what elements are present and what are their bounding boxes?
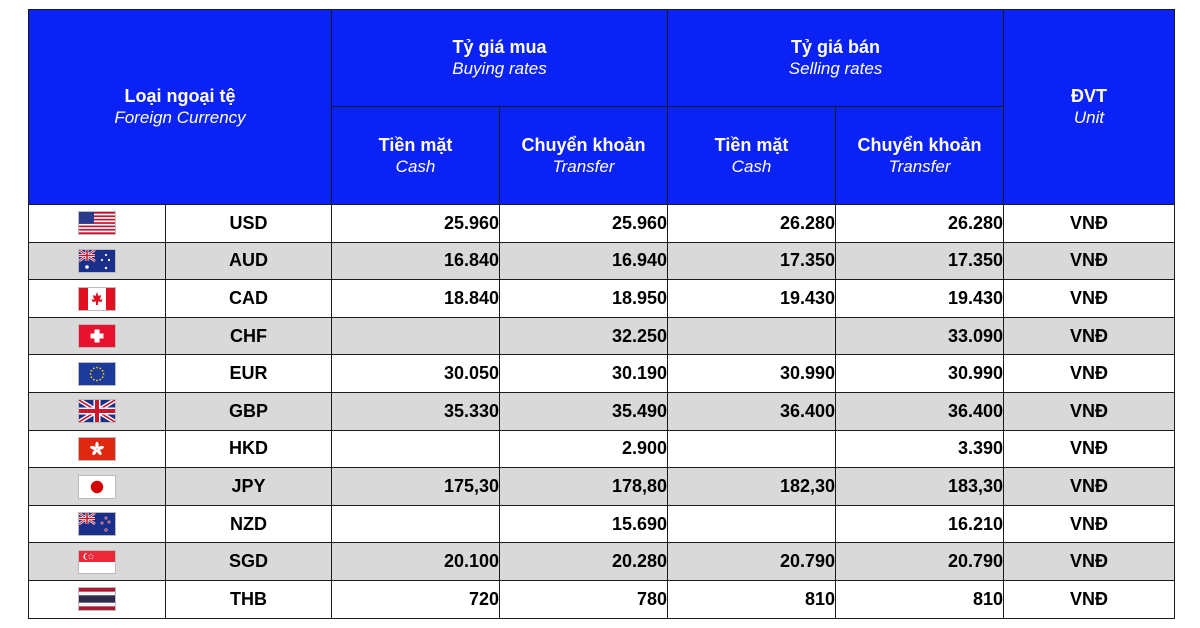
sell-cash-header-en: Cash	[731, 156, 772, 176]
buy-transfer-cell: 18.950	[500, 280, 668, 318]
buy-cash-cell	[332, 505, 500, 543]
sell-transfer-cell: 19.430	[836, 280, 1004, 318]
sell-transfer-cell: 16.210	[836, 505, 1004, 543]
sell-transfer-cell: 3.390	[836, 430, 1004, 468]
sell-cash-cell	[668, 430, 836, 468]
ch-flag-icon	[79, 325, 115, 347]
sell-cash-cell	[668, 505, 836, 543]
sell-cash-cell	[668, 317, 836, 355]
table-row	[29, 205, 1175, 243]
buy-transfer-cell: 2.900	[500, 430, 668, 468]
currency-code: CHF	[166, 317, 332, 355]
sell-cash-cell: 17.350	[668, 242, 836, 280]
table-row	[29, 242, 1175, 280]
sell-cash-cell: 810	[668, 580, 836, 618]
sell-transfer-header	[836, 107, 1004, 205]
us-flag-icon	[79, 212, 115, 234]
rate-rows	[29, 205, 1175, 619]
buying-header-en: Buying rates	[452, 59, 547, 78]
unit-cell: VNĐ	[1004, 580, 1175, 618]
hk-flag-icon	[79, 438, 115, 460]
currency-code: JPY	[166, 468, 332, 506]
unit-header-en: Unit	[1073, 108, 1105, 127]
flag-cell	[29, 392, 166, 430]
flag-cell	[29, 205, 166, 243]
sell-transfer-cell: 36.400	[836, 392, 1004, 430]
buy-transfer-cell: 32.250	[500, 317, 668, 355]
currency-code: EUR	[166, 355, 332, 393]
sell-transfer-cell: 26.280	[836, 205, 1004, 243]
table-row	[29, 543, 1175, 581]
flag-cell	[29, 242, 166, 280]
flag-cell	[29, 280, 166, 318]
selling-header-en: Selling rates	[788, 59, 883, 78]
sell-transfer-header-en: Transfer	[888, 156, 951, 176]
sell-cash-cell: 30.990	[668, 355, 836, 393]
flag-cell	[29, 430, 166, 468]
currency-code: SGD	[166, 543, 332, 581]
table-row	[29, 355, 1175, 393]
buy-transfer-cell: 20.280	[500, 543, 668, 581]
table-row	[29, 317, 1175, 355]
buy-transfer-cell: 16.940	[500, 242, 668, 280]
buy-cash-header-en: Cash	[395, 156, 436, 176]
gb-flag-icon	[79, 400, 115, 422]
unit-cell: VNĐ	[1004, 430, 1175, 468]
buy-transfer-cell: 30.190	[500, 355, 668, 393]
buy-transfer-header-en: Transfer	[552, 156, 615, 176]
table-row	[29, 430, 1175, 468]
buy-cash-cell: 30.050	[332, 355, 500, 393]
currency-header	[29, 10, 332, 205]
au-flag-icon	[79, 250, 115, 272]
selling-header-vi: Tỷ giá bán	[791, 37, 881, 57]
table-row	[29, 468, 1175, 506]
buy-cash-cell: 16.840	[332, 242, 500, 280]
flag-cell	[29, 543, 166, 581]
sell-transfer-cell: 17.350	[836, 242, 1004, 280]
buying-header-vi: Tỷ giá mua	[452, 37, 547, 57]
ca-flag-icon	[79, 288, 115, 310]
sell-cash-cell: 19.430	[668, 280, 836, 318]
eu-flag-icon	[79, 363, 115, 385]
exchange-rate-board	[28, 9, 1174, 619]
currency-code: AUD	[166, 242, 332, 280]
buy-transfer-cell: 780	[500, 580, 668, 618]
sell-cash-cell: 20.790	[668, 543, 836, 581]
sg-flag-icon	[79, 551, 115, 573]
unit-cell: VNĐ	[1004, 505, 1175, 543]
flag-cell	[29, 505, 166, 543]
buy-transfer-cell: 35.490	[500, 392, 668, 430]
buy-cash-cell: 25.960	[332, 205, 500, 243]
unit-header-vi: ĐVT	[1071, 86, 1108, 106]
selling-rates-header	[668, 10, 1004, 107]
sell-transfer-header-vi: Chuyển khoản	[857, 134, 982, 155]
buy-cash-cell: 720	[332, 580, 500, 618]
buy-cash-cell: 35.330	[332, 392, 500, 430]
buy-transfer-cell: 15.690	[500, 505, 668, 543]
jp-flag-icon	[79, 476, 115, 498]
currency-code: THB	[166, 580, 332, 618]
unit-cell: VNĐ	[1004, 468, 1175, 506]
buy-transfer-cell: 25.960	[500, 205, 668, 243]
sell-transfer-cell: 30.990	[836, 355, 1004, 393]
flag-cell	[29, 355, 166, 393]
sell-transfer-cell: 810	[836, 580, 1004, 618]
table-row	[29, 580, 1175, 618]
table-row	[29, 505, 1175, 543]
exchange-rate-table	[28, 9, 1175, 619]
sell-cash-cell: 182,30	[668, 468, 836, 506]
unit-cell: VNĐ	[1004, 242, 1175, 280]
currency-header-vi: Loại ngoại tệ	[124, 86, 236, 106]
unit-header	[1004, 10, 1175, 205]
buy-cash-cell: 20.100	[332, 543, 500, 581]
sell-transfer-cell: 183,30	[836, 468, 1004, 506]
currency-header-en: Foreign Currency	[114, 108, 246, 127]
currency-code: GBP	[166, 392, 332, 430]
buy-transfer-cell: 178,80	[500, 468, 668, 506]
flag-cell	[29, 580, 166, 618]
unit-cell: VNĐ	[1004, 280, 1175, 318]
buy-cash-cell	[332, 317, 500, 355]
unit-cell: VNĐ	[1004, 205, 1175, 243]
sell-transfer-cell: 33.090	[836, 317, 1004, 355]
buy-transfer-header-vi: Chuyển khoản	[521, 134, 646, 155]
currency-code: USD	[166, 205, 332, 243]
buy-cash-header-vi: Tiền mặt	[378, 134, 453, 155]
currency-code: NZD	[166, 505, 332, 543]
nz-flag-icon	[79, 513, 115, 535]
unit-cell: VNĐ	[1004, 355, 1175, 393]
sell-cash-header-vi: Tiền mặt	[714, 134, 789, 155]
sell-cash-header	[668, 107, 836, 205]
sell-transfer-cell: 20.790	[836, 543, 1004, 581]
flag-cell	[29, 468, 166, 506]
unit-cell: VNĐ	[1004, 317, 1175, 355]
table-row	[29, 392, 1175, 430]
table-row	[29, 280, 1175, 318]
buy-cash-cell: 175,30	[332, 468, 500, 506]
unit-cell: VNĐ	[1004, 392, 1175, 430]
buying-rates-header	[332, 10, 668, 107]
unit-cell: VNĐ	[1004, 543, 1175, 581]
buy-transfer-header	[500, 107, 668, 205]
sell-cash-cell: 36.400	[668, 392, 836, 430]
sell-cash-cell: 26.280	[668, 205, 836, 243]
flag-cell	[29, 317, 166, 355]
currency-code: CAD	[166, 280, 332, 318]
buy-cash-cell: 18.840	[332, 280, 500, 318]
buy-cash-cell	[332, 430, 500, 468]
th-flag-icon	[79, 588, 115, 610]
buy-cash-header	[332, 107, 500, 205]
currency-code: HKD	[166, 430, 332, 468]
